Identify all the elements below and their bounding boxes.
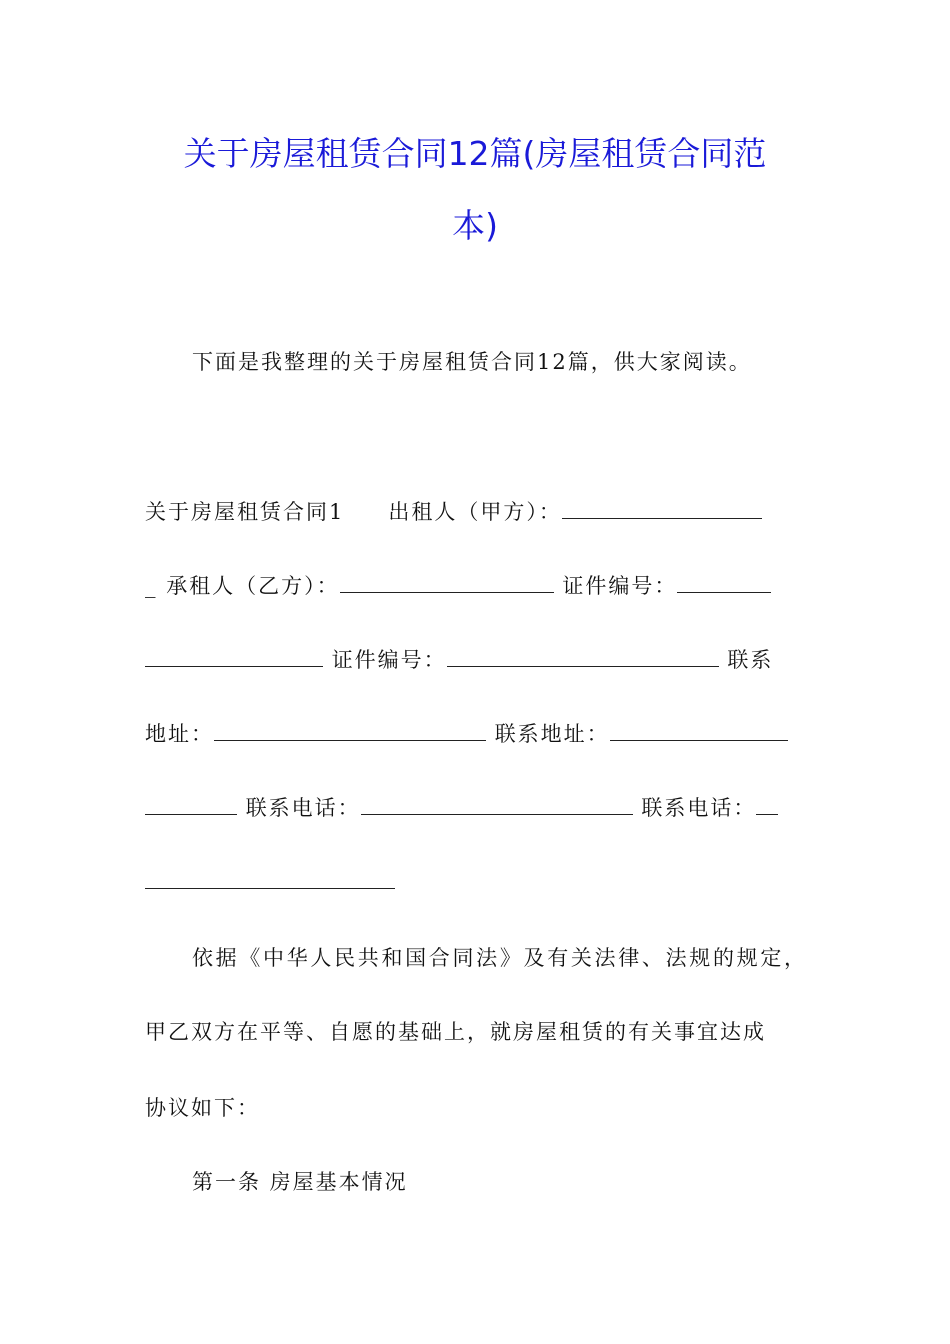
form-line-4 [145,718,807,748]
id-label-2: 证件编号： [331,648,447,672]
id-blank-1a [677,570,771,593]
phone-label-1: 联系电话： [245,796,361,820]
contract-heading: 关于房屋租赁合同1 [145,500,345,524]
contact-address-label: 联系地址： [494,722,610,746]
document-title-line-2: 本) [452,206,498,245]
phone-blank-2b [145,866,395,889]
address-blank-2a [610,718,788,741]
paragraph-1-line-3: 协议如下： [145,1096,260,1120]
address-blank-1 [214,718,486,741]
document-title-line-1: 关于房屋租赁合同12篇(房屋租赁合同范 [183,134,767,173]
article-1-heading: 第一条 房屋基本情况 [192,1170,408,1194]
lessee-label: 承租人（乙方）： [166,574,340,598]
lessor-blank [562,496,762,519]
id-blank-2 [447,644,719,667]
form-line-3 [145,644,807,674]
paragraph-1-line-2: 甲乙双方在平等、自愿的基础上，就房屋租赁的有关事宜达成 [145,1020,766,1044]
paragraph-1-line-1: 依据《中华人民共和国合同法》及有关法律、法规的规定， [192,946,807,970]
form-line-2 [145,570,807,600]
form-line-6 [145,866,807,894]
contact-label-start: 联系 [727,648,774,672]
address-blank-2b [145,792,237,815]
form-line-1 [145,496,807,526]
phone-label-2: 联系电话： [641,796,757,820]
address-label-end: 地址： [145,722,214,746]
phone-blank-2a [756,792,778,815]
id-label-1: 证件编号： [562,574,678,598]
lessor-label: 出租人（甲方）： [388,500,562,524]
intro-paragraph: 下面是我整理的关于房屋租赁合同12篇，供大家阅读。 [192,350,752,374]
form-line-5 [145,792,807,822]
lessee-prefix: _ [145,574,158,598]
id-blank-1b [145,644,323,667]
lessee-blank [340,570,554,593]
phone-blank-1 [361,792,633,815]
